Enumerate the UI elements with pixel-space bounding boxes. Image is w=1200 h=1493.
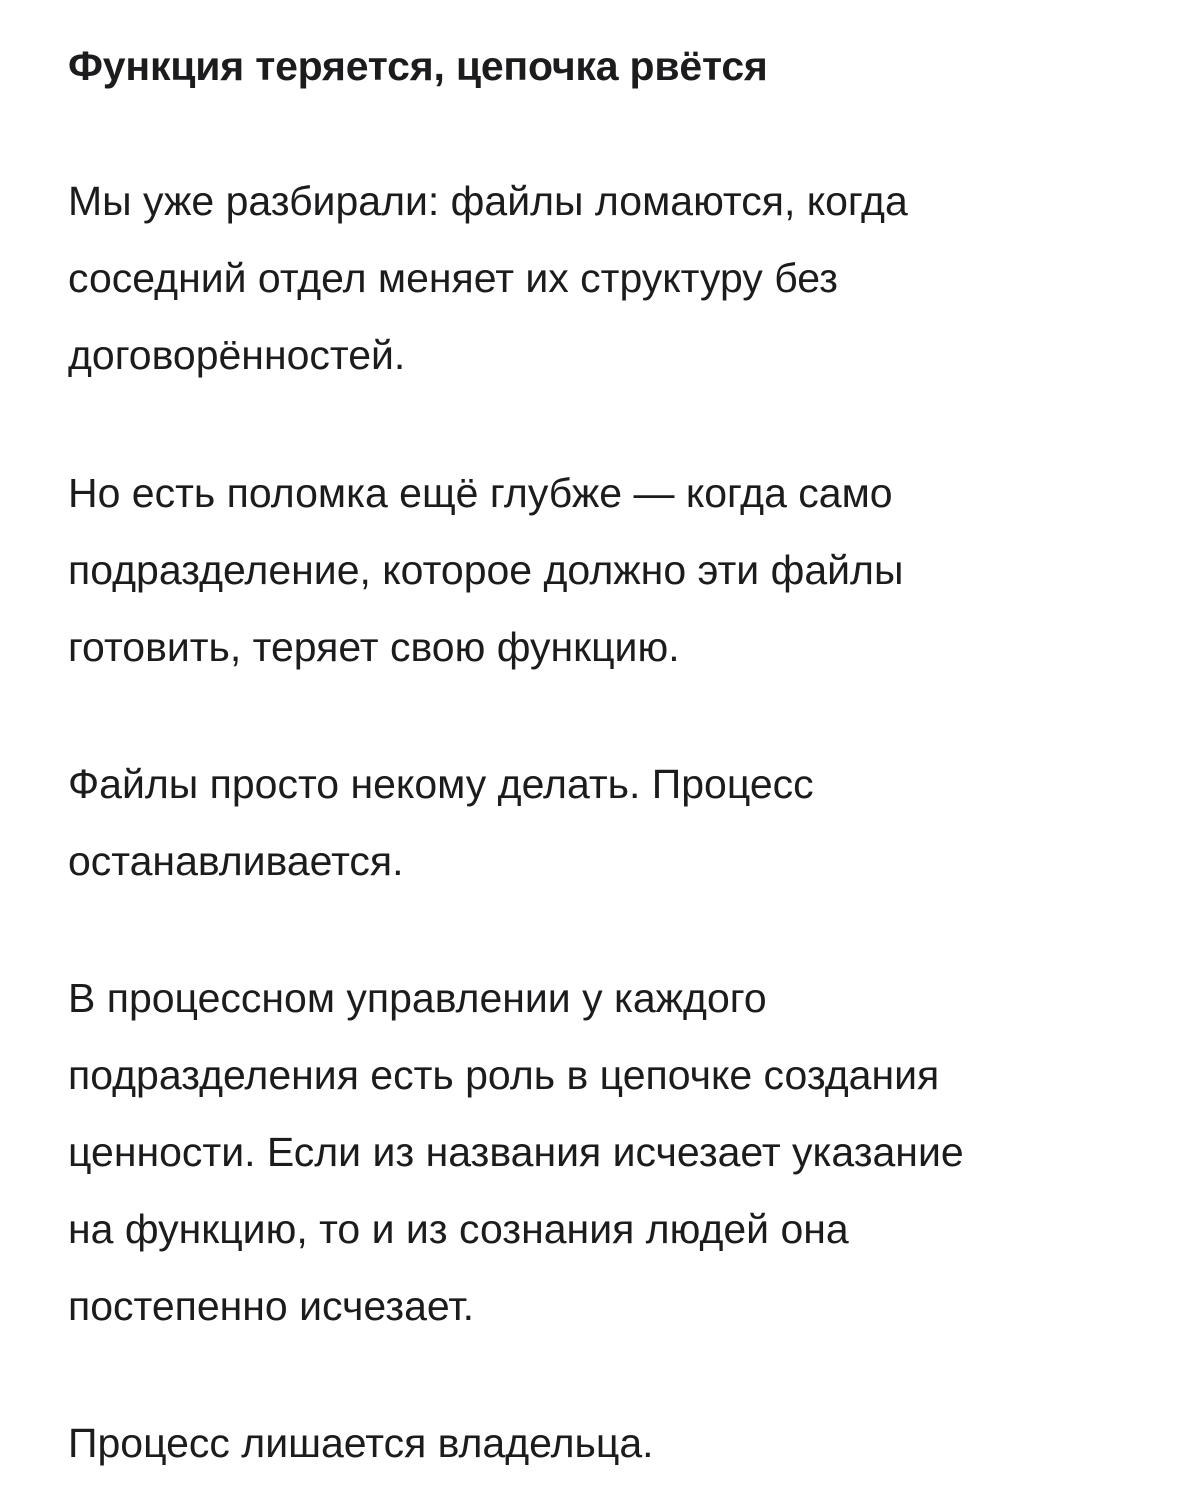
paragraph-line: соседний отдел меняет их структуру без <box>68 255 838 301</box>
paragraph-line: постепенно исчезает. <box>68 1283 474 1329</box>
paragraph-5 <box>68 1405 654 1482</box>
paragraph-4 <box>68 960 964 1345</box>
paragraph-line: на функцию, то и из сознания людей она <box>68 1206 849 1252</box>
paragraph-line: готовить, теряет свою функцию. <box>68 624 680 670</box>
paragraph-line: договорённостей. <box>68 332 406 378</box>
paragraph-line: подразделения есть роль в цепочке создания <box>68 1052 940 1098</box>
paragraph-line: ценности. Если из названия исчезает указание <box>68 1129 964 1175</box>
paragraph-line: Но есть поломка ещё глубже — когда само <box>68 470 893 516</box>
paragraph-line: Процесс лишается владельца. <box>68 1420 654 1466</box>
paragraph-2 <box>68 455 903 686</box>
paragraph-line: останавливается. <box>68 838 404 884</box>
paragraph-line: Файлы просто некому делать. Процесс <box>68 761 814 807</box>
paragraph-line: подразделение, которое должно эти файлы <box>68 547 904 593</box>
paragraph-3 <box>68 746 814 900</box>
paragraph-line: В процессном управлении у каждого <box>68 975 767 1021</box>
article-heading: Функция теряется, цепочка рвётся <box>68 43 768 89</box>
paragraph-1 <box>68 163 908 394</box>
paragraph-line: Мы уже разбирали: файлы ломаются, когда <box>68 178 908 224</box>
